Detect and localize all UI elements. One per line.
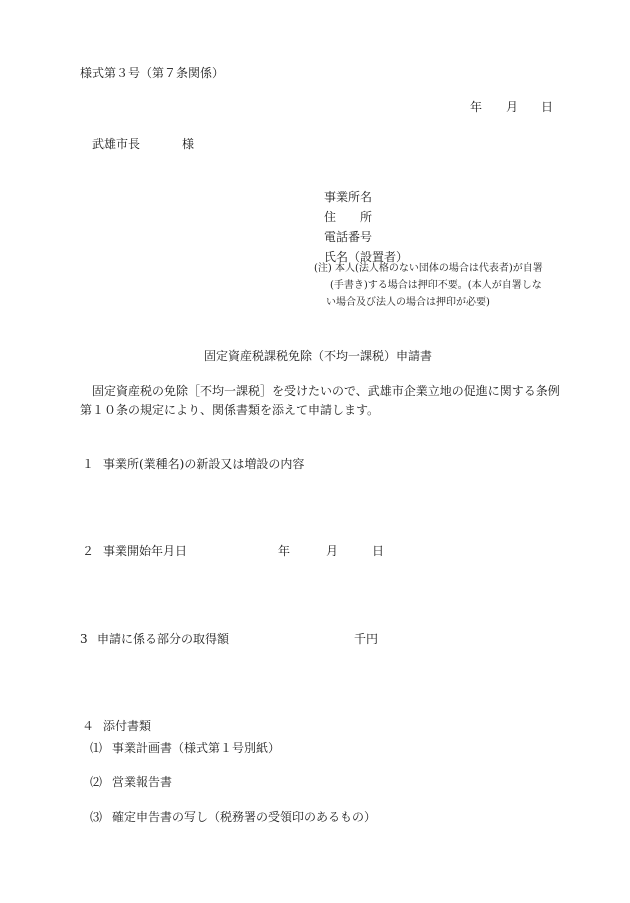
- addressee-name: 武雄市長: [92, 137, 141, 151]
- note-line-1: (注) 本人(法人格のない団体の場合は代表者)が自署: [314, 263, 543, 274]
- note-line-3: い場合及び法人の場合は押印が必要): [326, 297, 490, 308]
- item-2-month: 月: [326, 544, 339, 558]
- item-2-year: 年: [278, 544, 291, 558]
- business-name-label: 事業所名: [324, 190, 373, 204]
- attachment-2-number: ⑵: [90, 775, 103, 789]
- date-year: 年: [470, 100, 483, 114]
- addressee-honorific: 様: [182, 137, 195, 151]
- attachment-2-label: 営業報告書: [112, 775, 173, 789]
- item-3-label: 申請に係る部分の取得額: [97, 632, 230, 646]
- date-day: 日: [541, 100, 554, 114]
- attachment-3-number: ⑶: [90, 810, 103, 824]
- item-3-unit: 千円: [354, 632, 379, 646]
- item-1-label: 事業所(業種名)の新設又は増設の内容: [103, 457, 305, 471]
- item-3-number: 3: [80, 632, 88, 646]
- attachment-1-number: ⑴: [90, 741, 103, 755]
- item-2-number: ２: [82, 544, 95, 558]
- phone-label: 電話番号: [324, 230, 373, 244]
- address-label: 住 所: [324, 210, 373, 224]
- attachment-3-label: 確定申告書の写し（税務署の受領印のあるもの）: [112, 810, 377, 824]
- body-line-2: 第１０条の規定により、関係書類を添えて申請します。: [80, 403, 380, 417]
- document-title: 固定資産税課税免除（不均一課税）申請書: [204, 349, 433, 363]
- item-4-number: ４: [82, 719, 95, 733]
- item-4-label: 添付書類: [103, 719, 152, 733]
- body-line-1: 固定資産税の免除［不均一課税］を受けたいので、武雄市企業立地の促進に関する条例: [92, 384, 560, 398]
- applicant-name-label: 氏名（設置者）: [324, 250, 409, 264]
- item-1-number: １: [82, 457, 95, 471]
- item-2-day: 日: [372, 544, 385, 558]
- note-line-2: (手書き)する場合は押印不要。(本人が自署しな: [330, 280, 542, 291]
- date-month: 月: [506, 100, 519, 114]
- form-number: 様式第３号（第７条関係）: [80, 66, 225, 80]
- attachment-1-label: 事業計画書（様式第１号別紙）: [112, 741, 281, 755]
- item-2-label: 事業開始年月日: [103, 544, 188, 558]
